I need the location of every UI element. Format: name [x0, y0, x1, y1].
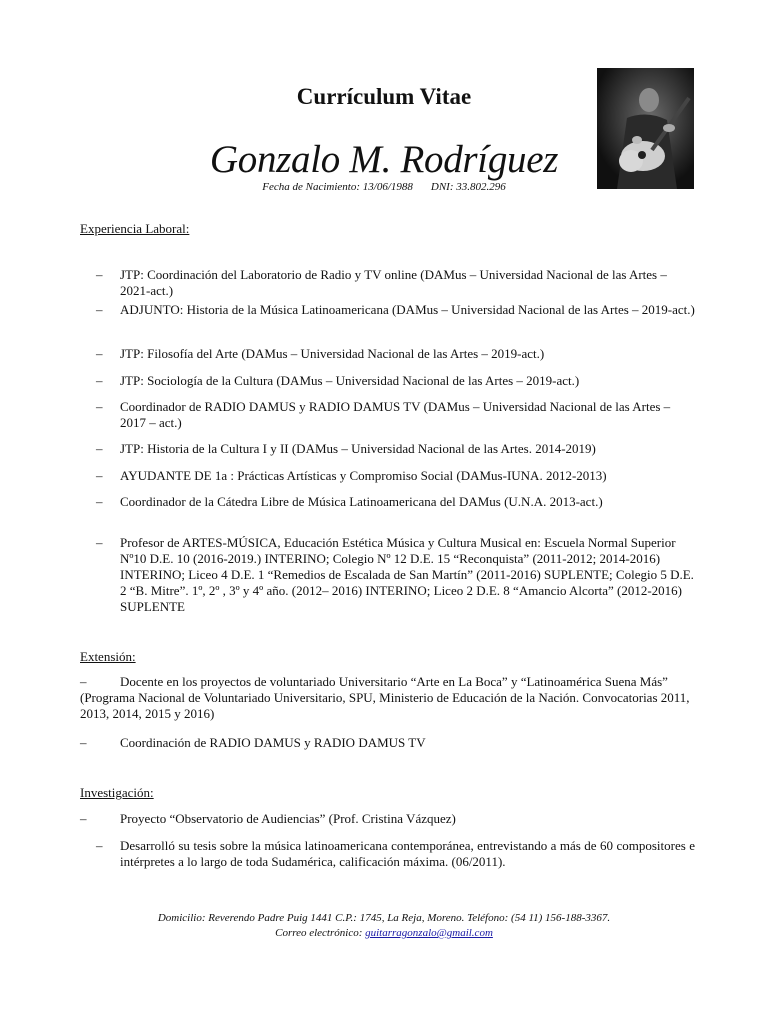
guitarist-photo — [597, 68, 694, 189]
email-link[interactable]: guitarragonzalo@gmail.com — [365, 927, 493, 939]
item-text: JTP: Filosofía del Arte (DAMus – Universidad Nacional de las Artes – 2019-act.) — [120, 346, 545, 361]
item-text: JTP: Historia de la Cultura I y II (DAMus – Universidad Nacional de las Artes. 2014-2019) — [120, 441, 596, 456]
section-title-experiencia: Experiencia Laboral: — [80, 221, 190, 236]
guitarist-photo-image — [597, 68, 694, 189]
bullet-dash: – — [96, 468, 103, 483]
item-text: Docente en los proyectos de voluntariado Universitario “Arte en La Boca” y “Latinoamérica Suena Más” (Programa Nacional de Voluntariado Universitario, SPU, Ministerio de Educación de la Nación. Convocatorias 2011, 2013, 2014, 2015 y 2016) — [80, 674, 690, 721]
list-item — [80, 535, 695, 615]
bullet-dash: – — [80, 811, 87, 826]
item-text: JTP: Sociología de la Cultura (DAMus – Universidad Nacional de las Artes – 2019-act.) — [120, 373, 580, 388]
item-text: Coordinador de RADIO DAMUS y RADIO DAMUS TV (DAMus – Universidad Nacional de las Artes – 2017 – act.) — [120, 399, 671, 430]
list-item — [80, 373, 695, 389]
bullet-dash: – — [80, 735, 87, 750]
bullet-dash: – — [96, 494, 103, 509]
section-title-extension: Extensión: — [80, 649, 136, 664]
bullet-dash: – — [96, 838, 103, 853]
list-item — [80, 811, 695, 827]
list-item — [80, 346, 695, 362]
bullet-dash: – — [96, 373, 103, 388]
list-item — [80, 399, 695, 431]
dni-number: DNI: 33.802.296 — [430, 181, 506, 193]
list-item — [80, 838, 695, 870]
footer-contact — [0, 911, 768, 941]
item-text: Coordinación de RADIO DAMUS y RADIO DAMUS TV — [120, 735, 426, 750]
item-text: Profesor de ARTES-MÚSICA, Educación Estética Música y Cultura Musical en: Escuela Normal Superior Nº10 D.E. 10 (2016-2019.) INTERINO; Colegio Nº 12 D.E. 15 “Reconquista” (2011-2012; 2014-2016) INTERINO; Liceo 4 D.E. 1 “Remedios de Escalada de San Martín” (2011-2016) SUPLENTE; Colegio 5 D.E. 2 “B. Mitre”. 1º, 2º , 3º y 4º año. (2012– 2016) INTERINO; Liceo 2 D.E. 8 “Amancio Alcorta” (2012-2016) SUPLENTE — [120, 535, 694, 614]
section-title-investigacion: Investigación: — [80, 785, 154, 800]
list-item — [80, 735, 695, 751]
item-text: AYUDANTE DE 1a : Prácticas Artísticas y Compromiso Social (DAMus-IUNA. 2012-2013) — [120, 468, 607, 483]
item-text: Desarrolló su tesis sobre la música latinoamericana contemporánea, entrevistando a más de 60 compositores e intérpretes a lo largo de toda Sudamérica, calificación máxima. (06/2011). — [120, 838, 695, 869]
bullet-dash: – — [96, 535, 103, 550]
item-text: Coordinador de la Cátedra Libre de Música Latinoamericana del DAMus (U.N.A. 2013-act.) — [120, 494, 603, 509]
list-item — [80, 302, 695, 318]
document-title: Currículum Vitae — [296, 84, 472, 109]
footer-address: Domicilio: Reverendo Padre Puig 1441 C.P.: 1745, La Reja, Moreno. Teléfono: (54 11) 156-188-3367. — [157, 912, 611, 924]
birth-date: Fecha de Nacimiento: 13/06/1988 — [262, 181, 413, 193]
footer-email-line — [0, 926, 768, 941]
bullet-dash: – — [80, 674, 87, 689]
item-text: Proyecto “Observatorio de Audiencias” (Prof. Cristina Vázquez) — [120, 811, 456, 826]
item-text: JTP: Coordinación del Laboratorio de Radio y TV online (DAMus – Universidad Nacional de las Artes – 2021-act.) — [120, 267, 667, 298]
list-item — [80, 674, 695, 722]
bullet-dash: – — [96, 346, 103, 361]
list-item — [80, 468, 695, 484]
bullet-dash: – — [96, 267, 103, 282]
list-item — [80, 267, 695, 299]
list-item — [80, 441, 695, 457]
email-label: Correo electrónico: — [275, 927, 366, 939]
person-name: Gonzalo M. Rodríguez — [209, 138, 559, 181]
list-item — [80, 494, 695, 510]
item-text: ADJUNTO: Historia de la Música Latinoamericana (DAMus – Universidad Nacional de las Artes – 2019-act.) — [120, 302, 695, 317]
bullet-dash: – — [96, 441, 103, 456]
bullet-dash: – — [96, 399, 103, 414]
bullet-dash: – — [96, 302, 103, 317]
